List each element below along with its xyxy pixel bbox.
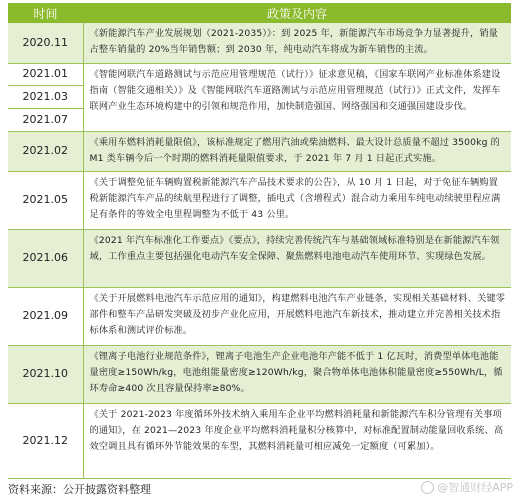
policy-text: 《2021 年汽车标准化工作要点》《要点》，持续完善传统汽车与基础领域标准特别是在新能源汽车领域，工作重点主要包括强化电动汽车安全保障、聚焦燃料电池电动汽车使用环节、实现绿色发展。 <box>83 229 511 287</box>
watermark-text: @智通财经APP <box>437 481 513 494</box>
policy-text: 《乘用车燃料消耗量限值》，该标准规定了燃用汽油或柴油燃料、最大设计总质量不超过 3500kg 的 M1 类车辆今后一个时期的燃料消耗量限值要求，于 2021 年 7 月 1 日起正式实施。 <box>83 131 511 171</box>
date-label: 2021.01 <box>22 67 68 81</box>
policy-text: 《智能网联汽车道路测试与示范应用管理规范（试行）》征求意见稿，《国家车联网产业标准体系建设指南（智能交通相关）》及《智能网联汽车道路测试与示范应用管理规范（试行）》正式文件，发挥车联网产业生态环境构建中的引领和规范作用，加快制造强国、网络强国和交通强国建设步伐。 <box>83 63 511 131</box>
policy-text: 《关于 2021-2023 年度循环外技术纳入乘用车企业平均燃料消耗量和新能源汽车积分管理有关事项的通知》，在 2021—2023 年度企业平均燃料消耗量积分核算中，对标准配置制动能量回收系统、高效空调且具有循环外节能效果的车型，其燃料消耗量可相应减免一定额度（可累加）。 <box>83 403 511 478</box>
date-label: 2021.07 <box>8 108 83 131</box>
date-label: 2021.03 <box>8 85 83 108</box>
header-content: 政策及内容 <box>83 3 511 23</box>
policy-text: 《关于调整免征车辆购置税新能源汽车产品技术要求的公告》，从 10 月 1 日起，对于免征车辆购置税新能源汽车产品的续航里程进行了调整，插电式（含增程式）混合动力乘用车纯电动续驶里程应满足有条件的等效全电里程调整为不低于 43 公里。 <box>83 171 511 229</box>
policy-table <box>8 3 511 479</box>
table-row <box>8 63 511 131</box>
header-time: 时间 <box>8 3 83 23</box>
watermark <box>421 479 513 495</box>
table-row <box>8 23 511 63</box>
watermark-logo-icon <box>421 481 434 494</box>
table-row <box>8 287 511 345</box>
date-cell: 2021.06 <box>8 229 83 287</box>
source-note: 资料来源：公开披露资料整理 <box>8 483 151 496</box>
table-row <box>8 229 511 287</box>
date-cell: 2021.10 <box>8 345 83 403</box>
table-row <box>8 131 511 171</box>
policy-text: 《关于开展燃料电池汽车示范应用的通知》，构建燃料电池汽车产业链条，实现相关基础材料、关键零部件和整车产品研发突破及初步产业化应用，开展燃料电池汽车新技术，推动建立并完善相关技术指标体系和测试评价标准。 <box>83 287 511 345</box>
date-cell-group <box>8 63 83 131</box>
policy-text: 《锂离子电池行业规范条件》，锂离子电池生产企业电池年产能不低于 1 亿瓦时，消费型单体电池能量密度≥150Wh/kg，电池组能量密度≥120Wh/kg，聚合物单体电池体积能量密度≥550Wh/L，循环寿命≥400 次且容量保持率≥80%。 <box>83 345 511 403</box>
policy-text: 《新能源汽车产业发展规划（2021-2035）》：到 2025 年，新能源汽车市场竞争力显著提升，销量占整车销量的 20%当年销售额；到 2030 年，纯电动汽车将成为新车销售的主流。 <box>83 23 511 63</box>
table-row <box>8 403 511 478</box>
date-cell: 2020.11 <box>8 23 83 63</box>
table-header-row <box>8 3 511 23</box>
date-cell: 2021.12 <box>8 403 83 478</box>
table-row <box>8 171 511 229</box>
date-cell: 2021.05 <box>8 171 83 229</box>
table-row <box>8 345 511 403</box>
date-cell: 2021.09 <box>8 287 83 345</box>
date-cell: 2021.02 <box>8 131 83 171</box>
